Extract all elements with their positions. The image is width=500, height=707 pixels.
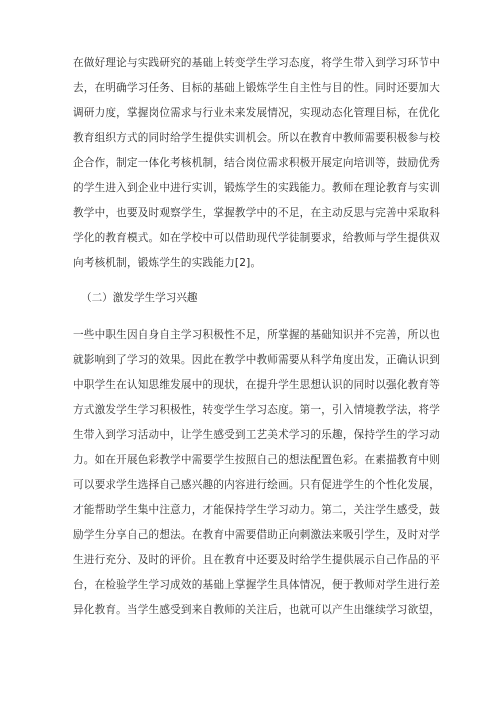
paragraph-line: 才能帮助学生集中注意力，才能保持学生学习动力。第二，关注学生感受，鼓 — [73, 504, 440, 516]
paragraph-line: 方式激发学生学习积极性，转变学生学习态度。第一，引入情境教学法，将学 — [73, 404, 440, 416]
paragraph-line: 企合作，制定一体化考核机制，结合岗位需求积极开展定向培训等，鼓励优秀 — [73, 157, 440, 169]
paragraph-line: 台，在检验学生学习成效的基础上掌握学生具体情况，便于教师对学生进行差 — [73, 579, 440, 591]
paragraph-line: 一些中职生因自身自主学习积极性不足，所掌握的基础知识并不完善，所以也 — [73, 329, 440, 341]
paragraph-line: 励学生分享自己的想法。在教育中需要借助正向刺激法来吸引学生，及时对学 — [73, 529, 440, 541]
paragraph-line: 可以要求学生选择自己感兴趣的内容进行绘画。只有促进学生的个性化发展， — [73, 479, 440, 491]
paragraph-line: 去，在明确学习任务、目标的基础上锻炼学生自主性与目的性。同时还要加大 — [73, 82, 440, 94]
paragraph-line: 就影响到了学习的效果。因此在教学中教师需要从科学角度出发，正确认识到 — [73, 354, 440, 366]
paragraph-line: 力。如在开展色彩教学中需要学生按照自己的想法配置色彩。在素描教育中则 — [73, 454, 440, 466]
paragraph-line: 向考核机制，锻炼学生的实践能力[2]。 — [73, 257, 262, 269]
paragraph-line: 调研力度，掌握岗位需求与行业未来发展情况，实现动态化管理目标，在优化 — [73, 107, 440, 119]
paragraph-line: 异化教育。当学生感受到来自教师的关注后，也就可以产生出继续学习欲望， — [73, 604, 440, 616]
paragraph-line: 教学中，也要及时观察学生，掌握教学中的不足，在主动反思与完善中采取科 — [73, 207, 440, 219]
paragraph-line: 中职学生在认知思维发展中的现状，在提升学生思想认识的同时以强化教育等 — [73, 379, 440, 391]
paragraph-line: 在做好理论与实践研究的基础上转变学生学习态度，将学生带入到学习环节中 — [73, 57, 440, 69]
paragraph-line: 生进行充分、及时的评价。且在教育中还要及时给学生提供展示自己作品的平 — [73, 554, 440, 566]
section-heading: （二）激发学生学习兴趣 — [81, 292, 198, 304]
paragraph-line: 的学生进入到企业中进行实训，锻炼学生的实践能力。教师在理论教育与实训 — [73, 182, 440, 194]
paragraph-line: 生带入到学习活动中，让学生感受到工艺美术学习的乐趣，保持学生的学习动 — [73, 429, 440, 441]
paragraph-line: 学化的教育模式。如在学校中可以借助现代学徒制要求，给教师与学生提供双 — [73, 232, 440, 244]
paragraph-line: 教育组织方式的同时给学生提供实训机会。所以在教育中教师需要积极参与校 — [73, 132, 440, 144]
